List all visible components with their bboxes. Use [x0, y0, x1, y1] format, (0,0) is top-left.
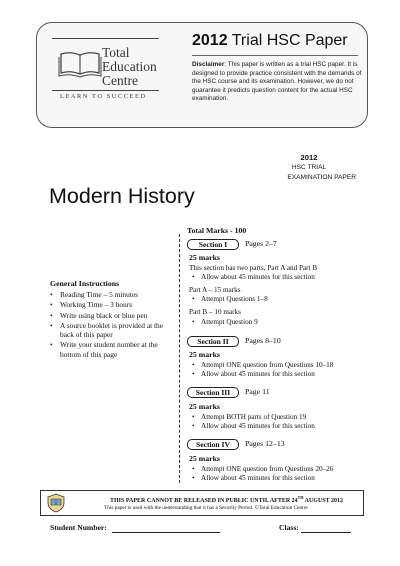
section-4-label: Section IV: [187, 439, 239, 450]
general-instructions-title: General Instructions: [50, 279, 120, 288]
paper-label-line1: HSC TRIAL: [291, 164, 327, 171]
class-label: Class:: [279, 523, 299, 532]
column-divider: [179, 234, 180, 483]
instruction-item: • Reading Time – 5 minutes: [50, 290, 168, 299]
logo-text-line3: Centre: [102, 73, 138, 88]
instruction-item: • Write your student number at the bottom of this page: [50, 340, 168, 359]
total-marks: Total Marks - 100: [187, 226, 247, 235]
section-3-pages: Page 11: [245, 387, 270, 396]
release-notice-date: AUGUST 2012: [303, 498, 344, 504]
section-3-label: Section III: [187, 387, 239, 398]
logo-tagline: LEARN TO SUCCEED: [60, 93, 147, 100]
section-3-bullet: • Allow about 45 minutes for this section: [189, 422, 315, 431]
section-1-part-b: Part B – 10 marks: [189, 308, 241, 316]
section-1-part-a: Part A – 15 marks: [189, 286, 241, 294]
instruction-item: • Working Time – 3 hours: [50, 300, 168, 309]
section-2-pages: Pages 8–10: [245, 336, 281, 345]
release-notice-ordinal: TH: [297, 495, 304, 500]
disclaimer: [192, 61, 362, 104]
section-2-bullet: • Attempt ONE question from Questions 10–18: [189, 361, 333, 370]
section-3-marks: 25 marks: [189, 402, 220, 411]
book-logo-icon: [58, 50, 102, 78]
logo-text-line2: Education: [102, 59, 157, 74]
section-1-pages: Pages 2–7: [245, 239, 277, 248]
logo-rule-bottom: [52, 90, 159, 91]
section-4-marks: 25 marks: [189, 454, 220, 463]
disclaimer-label: Disclaimer: [192, 61, 225, 68]
release-notice: [110, 495, 343, 504]
header-title-rule: [192, 55, 358, 56]
section-2-bullet: • Allow about 45 minutes for this section: [189, 370, 315, 379]
paper-year: 2012: [300, 153, 318, 162]
student-number-label: Student Number:: [50, 523, 107, 532]
instruction-item: • A source booklet is provided at the back of this paper: [50, 321, 168, 340]
student-number-field[interactable]: [112, 532, 220, 533]
section-1-part-b-bullet: • Attempt Question 9: [189, 318, 258, 327]
header-title: [192, 32, 348, 50]
release-notice-text: THIS PAPER CANNOT BE RELEASED IN PUBLIC UNTIL AFTER 24: [110, 498, 298, 504]
section-4-bullet: • Attempt ONE question from Questions 20–26: [189, 465, 333, 474]
disclaimer-text: : This paper is written as a trial HSC paper. It is designed to provide practice consistent with the demands of the HSC course and its examination. However, we do not guarantee it predicts question content for the actual HSC examination.: [192, 61, 362, 103]
class-field[interactable]: [301, 532, 351, 533]
section-1-label: Section I: [187, 239, 239, 250]
section-1-part-a-bullet: • Attempt Questions 1–8: [189, 295, 268, 304]
section-4-pages: Pages 12–13: [245, 439, 285, 448]
centre-crest-icon: [46, 493, 66, 513]
general-instructions-list: [50, 290, 168, 360]
header-title-text: Trial HSC Paper: [231, 32, 348, 49]
section-3-bullet: • Attempt BOTH parts of Question 19: [189, 413, 306, 422]
subject-title: Modern History: [49, 184, 195, 208]
section-2-label: Section II: [187, 336, 239, 347]
security-period-notice: This paper is used with the understanding that it has a Security Period. ©Total Education Centre: [104, 505, 308, 511]
instruction-item: • Write using black or blue pen: [50, 311, 168, 320]
header-title-year: 2012: [192, 32, 228, 49]
paper-label-line2: EXAMINATION PAPER: [287, 174, 356, 181]
section-1-marks: 25 marks: [189, 253, 220, 262]
section-2-marks: 25 marks: [189, 350, 220, 359]
section-4-bullet: • Allow about 45 minutes for this section: [189, 474, 315, 483]
section-1-intro: This section has two parts, Part A and Part B: [189, 264, 318, 272]
logo-rule-top: [52, 38, 159, 39]
logo-text-line1: Total: [102, 45, 130, 60]
section-1-bullet: • Allow about 45 minutes for this section: [189, 273, 315, 282]
